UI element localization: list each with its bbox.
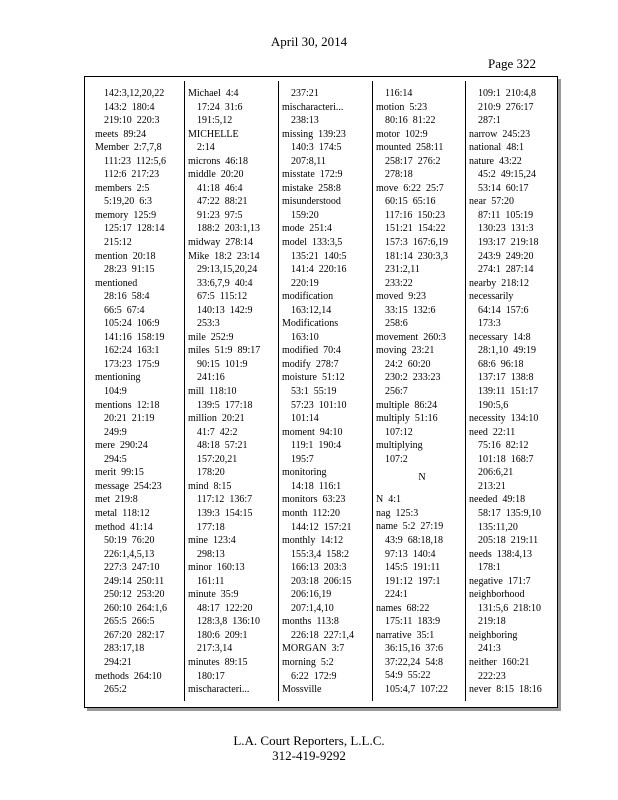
- index-reference: 67:5 115:12: [197, 291, 248, 303]
- index-reference: 101:14: [291, 413, 319, 425]
- index-reference: 41:18 46:4: [197, 182, 243, 194]
- index-reference: 191:5,12: [197, 115, 233, 127]
- index-reference: 206:16,19: [291, 589, 332, 601]
- index-reference: 226:1,4,5,13: [104, 548, 155, 560]
- index-term: nag 125:3: [376, 507, 419, 519]
- index-term: middle 20:20: [188, 169, 244, 181]
- index-reference: 178:1: [478, 562, 501, 574]
- index-reference: 249:14 250:11: [104, 575, 165, 587]
- index-term: month 112:20: [282, 507, 340, 519]
- index-reference: 205:18 219:11: [478, 535, 539, 547]
- index-reference: 157:3 167:6,19: [385, 237, 449, 249]
- index-reference: 140:13 142:9: [197, 304, 253, 316]
- index-term: never 8:15 18:16: [469, 684, 542, 696]
- index-reference: 227:3 247:10: [104, 562, 160, 574]
- index-reference: 161:11: [197, 575, 225, 587]
- index-reference: 75:16 82:12: [478, 440, 529, 452]
- index-term: near 57:20: [469, 196, 514, 208]
- index-term: movement 260:3: [376, 331, 446, 343]
- index-term: mounted 258:11: [376, 142, 444, 154]
- index-reference: 155:3,4 158:2: [291, 548, 350, 560]
- index-reference: 215:12: [104, 237, 132, 249]
- index-term: minor 160:13: [188, 562, 245, 574]
- index-reference: 151:21 154:22: [385, 223, 446, 235]
- index-term: model 133:3,5: [282, 237, 343, 249]
- index-reference: 219:10 220:3: [104, 115, 160, 127]
- index-term: multiple 86:24: [376, 399, 438, 411]
- index-term: morning 5:2: [282, 656, 334, 668]
- index-term: missing 139:23: [282, 128, 346, 140]
- index-reference: 139:3 154:15: [197, 507, 253, 519]
- index-reference: 231:2,11: [385, 264, 420, 276]
- index-term: minute 35:9: [188, 589, 239, 601]
- index-term: mine 123:4: [188, 535, 236, 547]
- index-term: modified 70:4: [282, 345, 341, 357]
- footer-phone: 312-419-9292: [272, 748, 346, 763]
- index-reference: 191:12 197:1: [385, 575, 441, 587]
- index-term: move 6:22 25:7: [376, 182, 444, 194]
- index-term: nearby 218:12: [469, 277, 529, 289]
- index-reference: 29:13,15,20,24: [197, 264, 258, 276]
- index-reference: 294:21: [104, 656, 132, 668]
- index-reference: 287:1: [478, 115, 501, 127]
- index-reference: 175:11 183:9: [385, 616, 441, 628]
- index-term: MICHELLE: [188, 128, 239, 140]
- index-reference: 117:12 136:7: [197, 494, 253, 506]
- index-reference: 256:7: [385, 386, 408, 398]
- index-term: months 113:8: [282, 616, 339, 628]
- index-reference: 45:2 49:15,24: [478, 169, 537, 181]
- index-term: modification: [282, 291, 334, 303]
- index-reference: 53:14 60:17: [478, 182, 529, 194]
- index-reference: 119:1 190:4: [291, 440, 342, 452]
- index-reference: 258:17 276:2: [385, 155, 441, 167]
- index-term: motor 102:9: [376, 128, 428, 140]
- index-term: mistake 258:8: [282, 182, 341, 194]
- index-reference: 141:16 158:19: [104, 331, 165, 343]
- index-reference: 135:21 140:5: [291, 250, 347, 262]
- index-reference: 135:11,20: [478, 521, 518, 533]
- index-reference: 54:9 55:22: [385, 670, 431, 682]
- index-term: mentioned: [95, 277, 138, 289]
- index-reference: 258:6: [385, 318, 408, 330]
- index-reference: 278:18: [385, 169, 413, 181]
- index-reference: 222:23: [478, 670, 506, 682]
- index-reference: 47:22 88:21: [197, 196, 248, 208]
- index-term: Michael 4:4: [188, 88, 239, 99]
- index-reference: 193:17 219:18: [478, 237, 539, 249]
- index-reference: 241:16: [197, 372, 225, 384]
- index-reference: 37:22,24 54:8: [385, 656, 444, 668]
- index-reference: 210:9 276:17: [478, 101, 534, 113]
- index-reference: 180:17: [197, 670, 225, 682]
- index-reference: 220:19: [291, 277, 319, 289]
- index-term: miles 51:9 89:17: [188, 345, 261, 357]
- index-reference: 224:1: [385, 589, 408, 601]
- index-reference: 250:12 253:20: [104, 589, 165, 601]
- index-term: monthly 14:12: [282, 535, 344, 547]
- transcript-date: April 30, 2014: [270, 34, 348, 49]
- index-reference: 112:6 217:23: [104, 169, 160, 181]
- index-reference: 57:23 101:10: [291, 399, 347, 411]
- index-reference: 60:15 65:16: [385, 196, 436, 208]
- index-reference: 137:17 138:8: [478, 372, 534, 384]
- index-reference: 105:24 106:9: [104, 318, 160, 330]
- index-reference: 53:1 55:19: [291, 386, 337, 398]
- index-reference: 50:19 76:20: [104, 535, 155, 547]
- index-reference: 253:3: [197, 318, 220, 330]
- index-reference: 97:13 140:4: [385, 548, 436, 560]
- index-reference: 188:2 203:1,13: [197, 223, 261, 235]
- index-term: Mike 18:2 23:14: [188, 250, 260, 262]
- index-reference: 144:12 157:21: [291, 521, 352, 533]
- index-reference: 298:13: [197, 548, 225, 560]
- index-reference: 260:10 264:1,6: [104, 602, 168, 614]
- index-reference: 206:6,21: [478, 467, 514, 479]
- index-reference: 48:17 122:20: [197, 602, 253, 614]
- index-reference: 219:18: [478, 616, 506, 628]
- index-reference: 173:23 175:9: [104, 358, 160, 370]
- index-reference: 163:12,14: [291, 304, 332, 316]
- index-column-2: [188, 87, 280, 699]
- index-reference: 139:5 177:18: [197, 399, 253, 411]
- index-term: narrow 245:23: [469, 128, 531, 140]
- index-term: MORGAN 3:7: [282, 643, 345, 655]
- index-term: motion 5:23: [376, 101, 428, 113]
- index-reference: 181:14 230:3,3: [385, 250, 449, 262]
- index-reference: 140:3 174:5: [291, 142, 342, 154]
- index-reference: 142:3,12,20,22: [104, 88, 165, 99]
- index-reference: 116:14: [385, 88, 413, 99]
- index-term: mile 252:9: [188, 331, 234, 343]
- index-term: negative 171:7: [469, 575, 531, 587]
- index-term: needed 49:18: [469, 494, 526, 506]
- index-reference: 48:18 57:21: [197, 440, 248, 452]
- index-reference: 131:5,6 218:10: [478, 602, 542, 614]
- index-reference: 226:18 227:1,4: [291, 629, 355, 641]
- index-term: monitoring: [282, 467, 327, 479]
- index-term: multiplying: [376, 440, 423, 452]
- index-column-4: [376, 87, 468, 699]
- index-columns: [85, 77, 557, 707]
- index-reference: 233:22: [385, 277, 413, 289]
- column-divider: [184, 81, 185, 701]
- index-reference: 125:17 128:14: [104, 223, 165, 235]
- index-term: neither 160:21: [469, 656, 530, 668]
- index-reference: 203:18 206:15: [291, 575, 352, 587]
- index-reference: 178:20: [197, 467, 225, 479]
- index-term: modify 278:7: [282, 358, 339, 370]
- index-term: mentions 12:18: [95, 399, 160, 411]
- index-reference: 207:8,11: [291, 155, 326, 167]
- index-reference: 20:21 21:19: [104, 413, 155, 425]
- index-term: mentioning: [95, 372, 141, 384]
- index-term: neighboring: [469, 629, 518, 641]
- index-term: N 4:1: [376, 494, 401, 506]
- index-column-3: [282, 87, 374, 699]
- index-reference: 68:6 96:18: [478, 358, 524, 370]
- index-reference: 173:3: [478, 318, 501, 330]
- index-term: members 2:5: [95, 182, 150, 194]
- index-reference: 143:2 180:4: [104, 101, 155, 113]
- column-divider: [465, 81, 466, 701]
- index-term: microns 46:18: [188, 155, 248, 167]
- index-reference: 283:17,18: [104, 643, 145, 655]
- index-reference: 162:24 163:1: [104, 345, 160, 357]
- index-reference: 241:3: [478, 643, 501, 655]
- index-reference: 163:10: [291, 331, 319, 343]
- index-term: mischaracteri...: [282, 101, 344, 113]
- index-term: mill 118:10: [188, 386, 237, 398]
- index-reference: 2:14: [197, 142, 215, 154]
- index-reference: 180:6 209:1: [197, 629, 248, 641]
- index-reference: 207:1,4,10: [291, 602, 334, 614]
- footer-company: L.A. Court Reporters, L.L.C.: [233, 733, 385, 748]
- index-reference: 28:1,10 49:19: [478, 345, 537, 357]
- index-reference: 217:3,14: [197, 643, 233, 655]
- index-reference: 130:23 131:3: [478, 223, 534, 235]
- index-term: necessarily: [469, 291, 514, 303]
- index-reference: 17:24 31:6: [197, 101, 243, 113]
- index-term: names 68:22: [376, 602, 430, 614]
- index-term: neighborhood: [469, 589, 525, 601]
- index-reference: 190:5,6: [478, 399, 509, 411]
- index-reference: 145:5 191:11: [385, 562, 441, 574]
- index-term: merit 99:15: [95, 467, 144, 479]
- index-reference: 41:7 42:2: [197, 426, 238, 438]
- index-reference: 159:20: [291, 209, 319, 221]
- index-reference: 64:14 157:6: [478, 304, 529, 316]
- index-reference: 33:15 132:6: [385, 304, 436, 316]
- page-number: Page 322: [488, 56, 537, 71]
- index-term: multiply 51:16: [376, 413, 438, 425]
- index-reference: 111:23 112:5,6: [104, 155, 166, 167]
- index-reference: 80:16 81:22: [385, 115, 436, 127]
- index-reference: 14:18 116:1: [291, 480, 342, 492]
- index-column-1: [95, 87, 177, 699]
- index-reference: 213:21: [478, 480, 506, 492]
- index-reference: 265:2: [104, 684, 127, 696]
- index-term: method 41:14: [95, 521, 153, 533]
- index-reference: 6:22 172:9: [291, 670, 337, 682]
- index-reference: 33:6,7,9 40:4: [197, 277, 253, 289]
- index-reference: 243:9 249:20: [478, 250, 534, 262]
- index-reference: 249:9: [104, 426, 127, 438]
- index-reference: 101:18 168:7: [478, 453, 534, 465]
- index-reference: 139:11 151:17: [478, 386, 539, 398]
- index-reference: 128:3,8 136:10: [197, 616, 261, 628]
- index-reference: 28:23 91:15: [104, 264, 155, 276]
- index-term: narrative 35:1: [376, 629, 435, 641]
- index-term: Mossville: [282, 684, 322, 696]
- index-reference: 109:1 210:4,8: [478, 88, 537, 99]
- index-reference: 238:13: [291, 115, 319, 127]
- index-term: moment 94:10: [282, 426, 343, 438]
- index-term: met 219:8: [95, 494, 138, 506]
- index-column-5: [469, 87, 557, 699]
- index-reference: 91:23 97:5: [197, 209, 243, 221]
- index-reference: 195:7: [291, 453, 314, 465]
- index-term: national 48:1: [469, 142, 524, 154]
- index-term: million 20:21: [188, 413, 245, 425]
- index-reference: 230:2 233:23: [385, 372, 441, 384]
- index-reference: 107:12: [385, 426, 413, 438]
- index-term: Member 2:7,7,8: [95, 142, 162, 154]
- index-term: mischaracteri...: [188, 684, 250, 696]
- index-term: name 5:2 27:19: [376, 521, 444, 533]
- index-reference: 28:16 58:4: [104, 291, 150, 303]
- index-term: memory 125:9: [95, 209, 157, 221]
- index-reference: 177:18: [197, 521, 225, 533]
- index-term: necessary 14:8: [469, 331, 531, 343]
- index-reference: 58:17 135:9,10: [478, 507, 542, 519]
- index-term: mere 290:24: [95, 440, 148, 452]
- column-divider: [372, 81, 373, 701]
- index-reference: 104:9: [104, 386, 127, 398]
- index-reference: 157:20,21: [197, 453, 238, 465]
- index-term: misunderstood: [282, 196, 341, 208]
- index-reference: 265:5 266:5: [104, 616, 155, 628]
- index-term: need 22:11: [469, 426, 516, 438]
- index-reference: 24:2 60:20: [385, 358, 431, 370]
- index-reference: 237:21: [291, 88, 319, 99]
- index-reference: 166:13 203:3: [291, 562, 347, 574]
- index-reference: 87:11 105:19: [478, 209, 534, 221]
- index-reference: 90:15 101:9: [197, 358, 248, 370]
- index-term: mind 8:15: [188, 480, 232, 492]
- index-reference: 107:2: [385, 453, 408, 465]
- index-term: meets 89:24: [95, 128, 147, 140]
- index-term: minutes 89:15: [188, 656, 248, 668]
- index-term: moving 23:21: [376, 345, 435, 357]
- index-term: misstate 172:9: [282, 169, 343, 181]
- index-term: necessity 134:10: [469, 413, 539, 425]
- index-term: moved 9:23: [376, 291, 426, 303]
- index-reference: 274:1 287:14: [478, 264, 534, 276]
- index-term: nature 43:22: [469, 155, 522, 167]
- index-term: Modifications: [282, 318, 339, 330]
- column-divider: [278, 81, 279, 701]
- index-reference: 66:5 67:4: [104, 304, 145, 316]
- index-term: methods 264:10: [95, 670, 162, 682]
- index-reference: 5:19,20 6:3: [104, 196, 153, 208]
- index-term: monitors 63:23: [282, 494, 346, 506]
- index-reference: 294:5: [104, 453, 127, 465]
- index-reference: 43:9 68:18,18: [385, 534, 444, 546]
- index-letter-heading: N: [418, 472, 426, 484]
- index-term: needs 138:4,13: [469, 548, 533, 560]
- index-reference: 267:20 282:17: [104, 629, 165, 641]
- index-term: moisture 51:12: [282, 372, 345, 384]
- index-term: metal 118:12: [95, 507, 150, 519]
- index-frame: [84, 76, 558, 708]
- index-reference: 105:4,7 107:22: [385, 683, 449, 695]
- index-term: mode 251:4: [282, 223, 332, 235]
- index-reference: 36:15,16 37:6: [385, 643, 444, 655]
- index-reference: 117:16 150:23: [385, 209, 446, 221]
- index-term: midway 278:14: [188, 237, 253, 249]
- index-reference: 141:4 220:16: [291, 264, 347, 276]
- index-term: mention 20:18: [95, 250, 156, 262]
- index-term: message 254:23: [95, 480, 162, 492]
